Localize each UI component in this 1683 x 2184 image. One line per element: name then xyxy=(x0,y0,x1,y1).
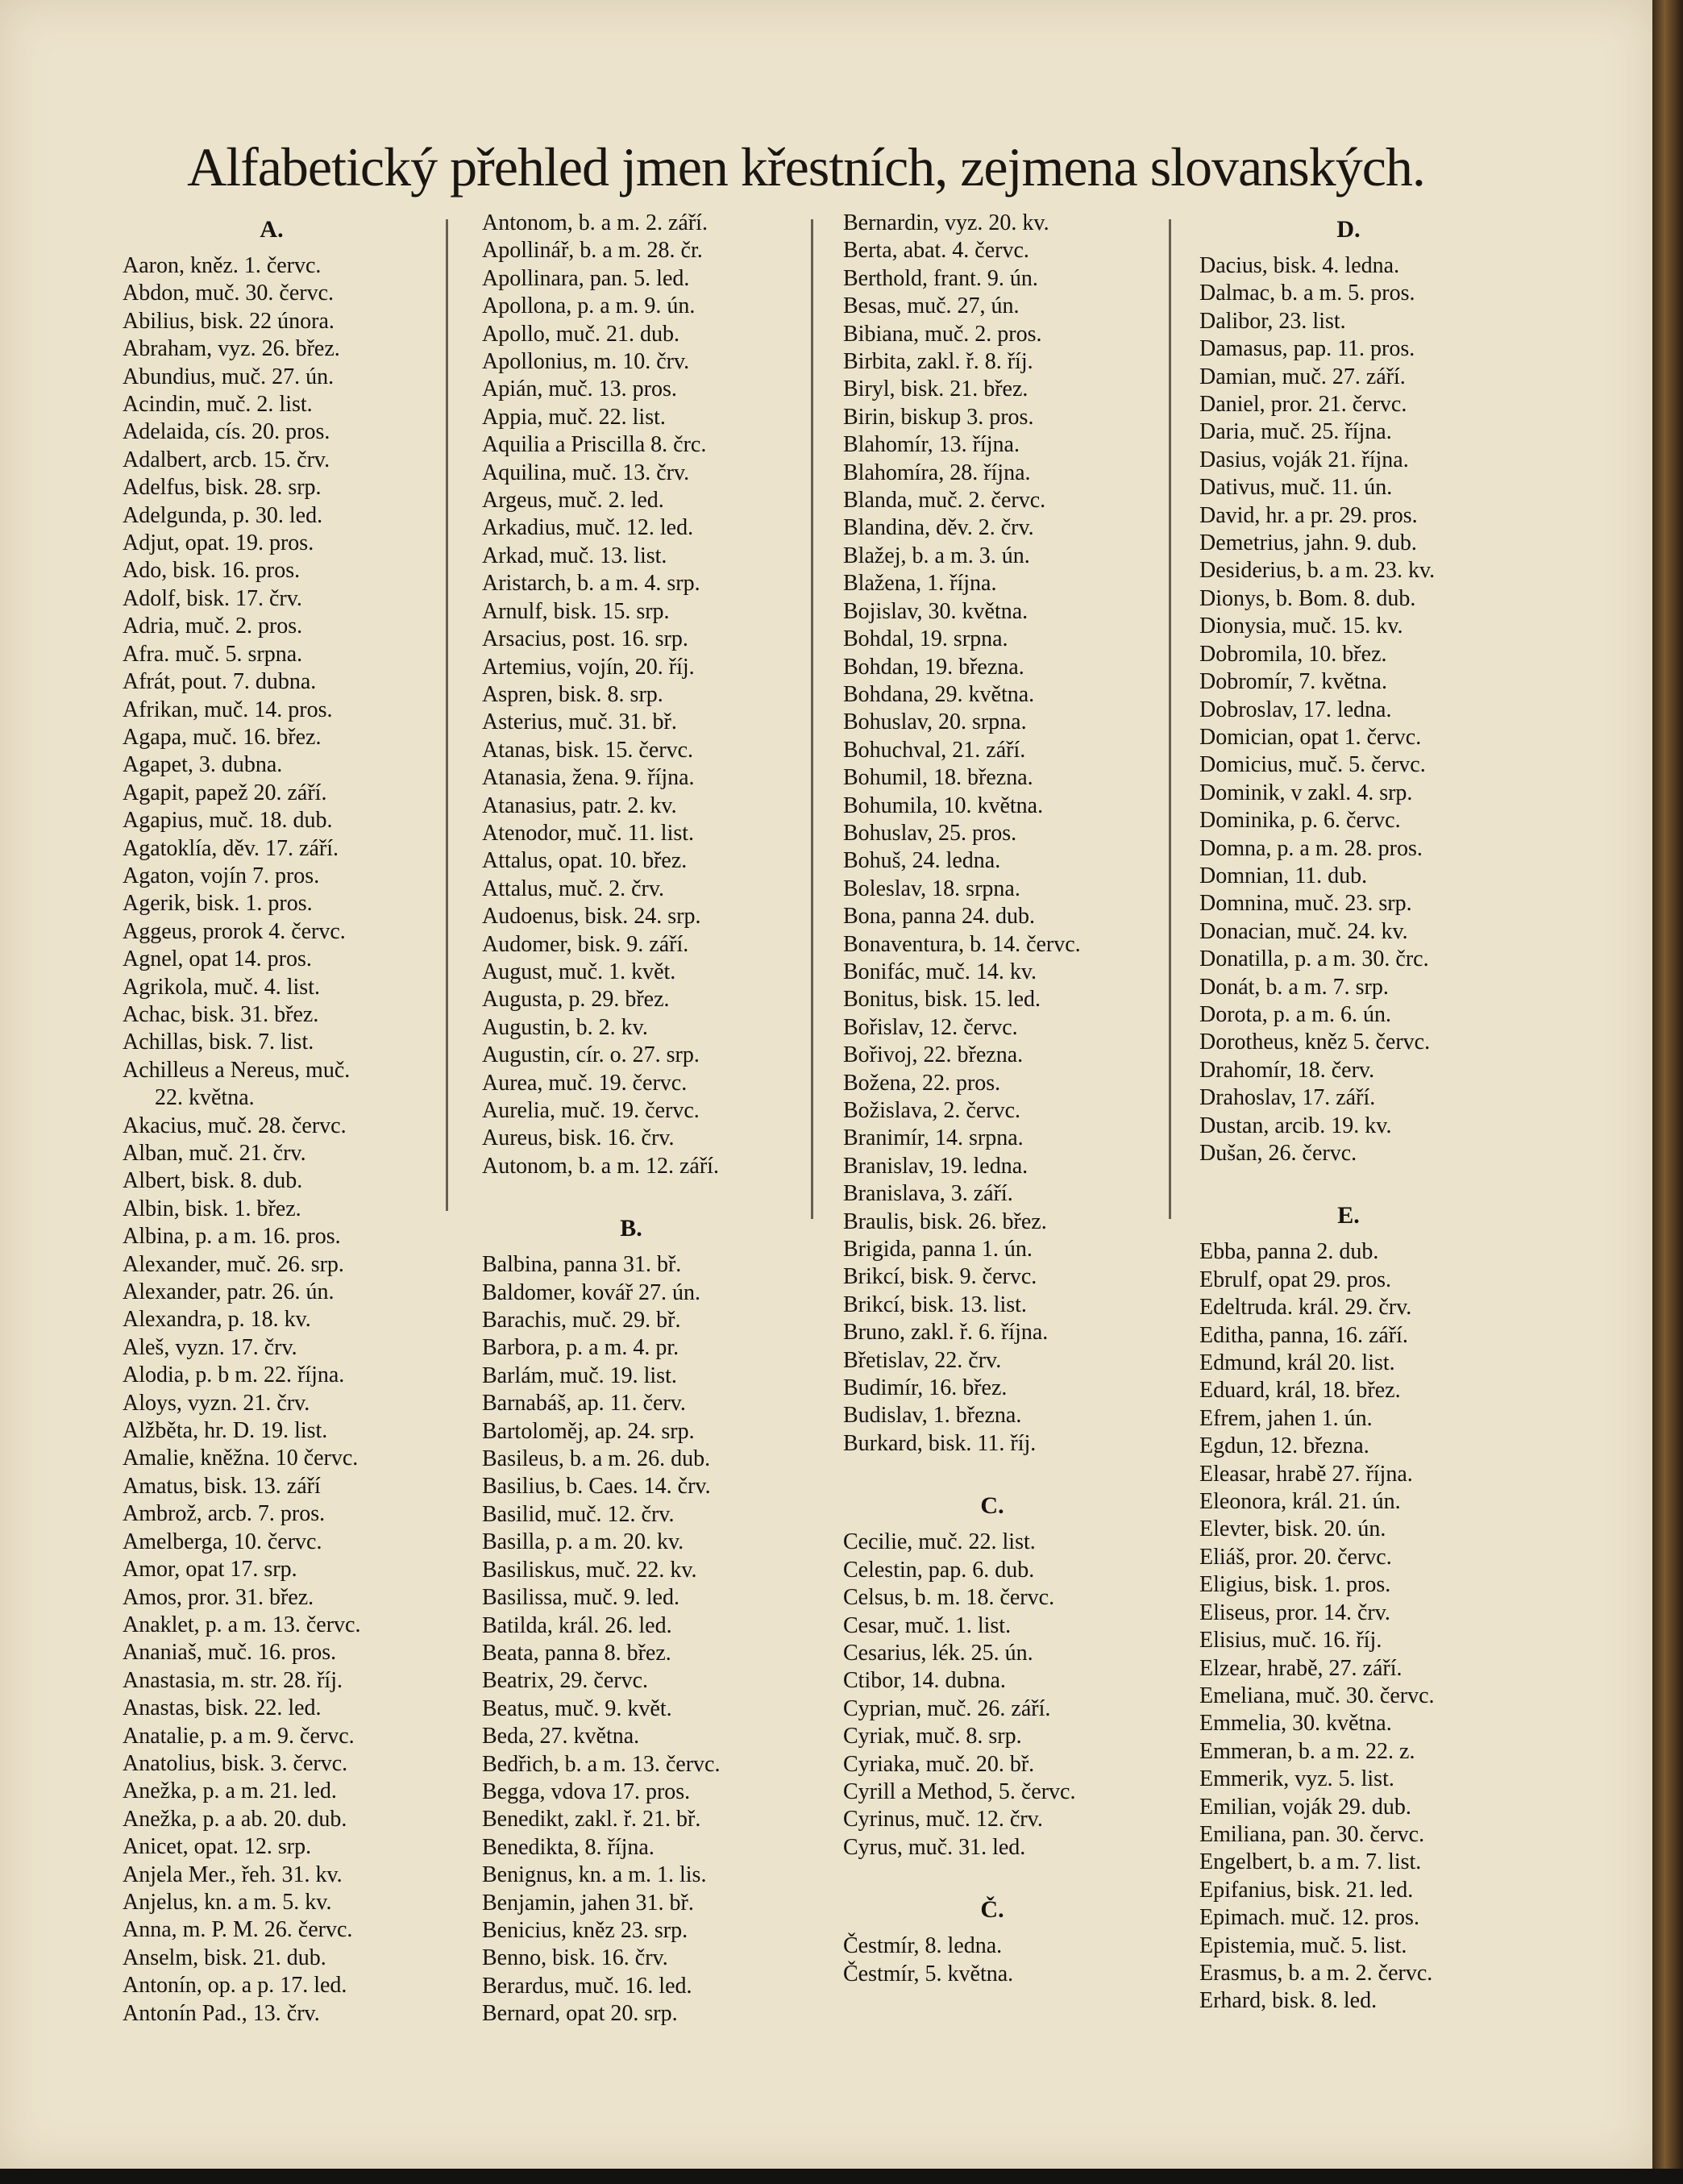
name-entry: Amor, opat 17. srp. xyxy=(123,1557,297,1583)
name-entry: Agatoklía, děv. 17. září. xyxy=(123,835,339,861)
name-entry: Efrem, jahen 1. ún. xyxy=(1199,1405,1373,1431)
name-entry: Edeltruda. král. 29. črv. xyxy=(1199,1295,1412,1321)
name-entry: Budislav, 1. března. xyxy=(843,1403,1022,1429)
name-entry: Albert, bisk. 8. dub. xyxy=(123,1168,303,1194)
name-entry: Agrikola, muč. 4. list. xyxy=(123,974,320,1000)
name-entry: Anna, m. P. M. 26. červc. xyxy=(123,1917,353,1943)
name-entry: Abdon, muč. 30. červc. xyxy=(123,281,335,306)
name-entry: Elevter, bisk. 20. ún. xyxy=(1199,1516,1386,1542)
name-entry: Bohuchval, 21. září. xyxy=(843,737,1026,763)
name-entry: Apollo, muč. 21. dub. xyxy=(482,321,679,347)
name-entry: Dasius, voják 21. října. xyxy=(1199,447,1409,472)
name-entry: Appia, muč. 22. list. xyxy=(482,404,666,430)
name-entry: Amos, pror. 31. břez. xyxy=(123,1584,314,1610)
name-entry: Aloys, vyzn. 21. črv. xyxy=(123,1390,310,1416)
name-entry: Dacius, bisk. 4. ledna. xyxy=(1199,253,1400,278)
name-entry: Attalus, opat. 10. břez. xyxy=(482,848,688,874)
name-entry: Egdun, 12. března. xyxy=(1199,1433,1369,1459)
name-entry: Basileus, b. a m. 26. dub. xyxy=(482,1446,711,1472)
name-entry: Emiliana, pan. 30. červc. xyxy=(1199,1821,1425,1847)
name-entry: Dobromír, 7. května. xyxy=(1199,669,1387,695)
name-entry: Augusta, p. 29. břez. xyxy=(482,987,670,1013)
column-4 xyxy=(1199,210,1530,2016)
column-3 xyxy=(843,210,1174,1988)
name-entry: Arnulf, bisk. 15. srp. xyxy=(482,598,670,624)
name-entry: Blandina, děv. 2. črv. xyxy=(843,515,1034,541)
name-entry: Engelbert, b. a m. 7. list. xyxy=(1199,1849,1422,1875)
book-edge xyxy=(1652,0,1683,2184)
name-entry: Bohdan, 19. března. xyxy=(843,654,1024,680)
name-entry: Ado, bisk. 16. pros. xyxy=(123,558,301,584)
name-entry: Atanasia, žena. 9. října. xyxy=(482,765,695,791)
name-entry: Aurea, muč. 19. červc. xyxy=(482,1070,688,1096)
name-entry: Basilid, muč. 12. črv. xyxy=(482,1501,675,1527)
name-entry: Anjelus, kn. a m. 5. kv. xyxy=(123,1889,332,1915)
name-entry: Editha, panna, 16. září. xyxy=(1199,1322,1408,1348)
name-entry: Beatus, muč. 9. květ. xyxy=(482,1695,672,1721)
name-entry: Donacian, muč. 24. kv. xyxy=(1199,918,1408,944)
name-entry: Augustin, cír. o. 27. srp. xyxy=(482,1042,700,1068)
name-entry: Emmelia, 30. května. xyxy=(1199,1711,1392,1737)
name-entry: Beda, 27. května. xyxy=(482,1724,640,1749)
name-entry: Bartoloměj, ap. 24. srp. xyxy=(482,1418,695,1444)
name-entry: Ananiaš, muč. 16. pros. xyxy=(123,1640,337,1666)
name-entry: Celsus, b. m. 18. červc. xyxy=(843,1585,1055,1611)
letter-heading: D. xyxy=(1336,216,1361,243)
name-entry: Audomer, bisk. 9. září. xyxy=(482,931,689,957)
name-entry: Budimír, 16. břez. xyxy=(843,1375,1008,1401)
name-entry: Acindin, muč. 2. list. xyxy=(123,392,313,418)
name-entry: Abraham, vyz. 26. břez. xyxy=(123,336,340,362)
name-entry: Adria, muč. 2. pros. xyxy=(123,614,303,639)
name-entry: Aquilia a Priscilla 8. črc. xyxy=(482,432,707,458)
name-entry: Drahomír, 18. červ. xyxy=(1199,1057,1375,1083)
name-entry: Afrikan, muč. 14. pros. xyxy=(123,697,333,722)
name-entry: Dionysia, muč. 15. kv. xyxy=(1199,614,1403,639)
name-entry: Braulis, bisk. 26. břez. xyxy=(843,1208,1047,1234)
name-entry: Biryl, bisk. 21. břez. xyxy=(843,376,1028,402)
name-entry: Domicius, muč. 5. červc. xyxy=(1199,752,1426,778)
name-entry: Bibiana, muč. 2. pros. xyxy=(843,321,1042,347)
name-entry: Asterius, muč. 31. bř. xyxy=(482,709,677,735)
name-entry: Cecilie, muč. 22. list. xyxy=(843,1529,1036,1555)
name-entry: Elisius, muč. 16. říj. xyxy=(1199,1628,1382,1654)
name-entry: Bohuslav, 25. pros. xyxy=(843,820,1017,846)
name-entry: Eligius, bisk. 1. pros. xyxy=(1199,1572,1391,1598)
name-entry: Audoenus, bisk. 24. srp. xyxy=(482,904,701,930)
name-entry: Barnabáš, ap. 11. červ. xyxy=(482,1391,686,1416)
name-entry: Arkadius, muč. 12. led. xyxy=(482,515,694,541)
name-entry: Abilius, bisk. 22 února. xyxy=(123,308,335,334)
name-entry: Eleasar, hrabě 27. října. xyxy=(1199,1461,1413,1487)
name-entry: Emmeran, b. a m. 22. z. xyxy=(1199,1738,1415,1764)
name-entry: Anatalie, p. a m. 9. červc. xyxy=(123,1723,355,1749)
name-entry: Boleslav, 18. srpna. xyxy=(843,876,1020,901)
name-entry: Branimír, 14. srpna. xyxy=(843,1125,1024,1151)
name-entry: Daniel, pror. 21. červc. xyxy=(1199,392,1407,418)
name-entry: Amelberga, 10. červc. xyxy=(123,1529,322,1554)
name-entry: Bohuslav, 20. srpna. xyxy=(843,709,1027,735)
name-entry: Bona, panna 24. dub. xyxy=(843,904,1035,930)
name-entry: Attalus, muč. 2. črv. xyxy=(482,876,665,901)
name-entry: Benno, bisk. 16. črv. xyxy=(482,1945,668,1971)
column-1 xyxy=(123,210,453,2028)
name-entry: Domna, p. a m. 28. pros. xyxy=(1199,835,1423,861)
name-entry: Alexandra, p. 18. kv. xyxy=(123,1307,311,1333)
section-gap xyxy=(1199,1167,1530,1196)
name-entry: Amalie, kněžna. 10 červc. xyxy=(123,1446,359,1471)
name-entry: Balbina, panna 31. bř. xyxy=(482,1252,682,1278)
name-entry: Branislav, 19. ledna. xyxy=(843,1153,1028,1179)
name-entry: Erasmus, b. a m. 2. červc. xyxy=(1199,1960,1433,1986)
name-entry: Blažena, 1. října. xyxy=(843,571,997,597)
name-entry: David, hr. a pr. 29. pros. xyxy=(1199,502,1418,528)
name-entry: Berta, abat. 4. červc. xyxy=(843,238,1029,264)
name-entry: Bonifác, muč. 14. kv. xyxy=(843,959,1037,984)
name-entry: Desiderius, b. a m. 23. kv. xyxy=(1199,558,1436,584)
name-entry: Basiliskus, muč. 22. kv. xyxy=(482,1557,697,1583)
name-entry: Afrát, pout. 7. dubna. xyxy=(123,669,317,695)
name-entry: Epifanius, bisk. 21. led. xyxy=(1199,1877,1414,1903)
name-entry: Aureus, bisk. 16. črv. xyxy=(482,1125,675,1151)
name-entry: Artemius, vojín, 20. říj. xyxy=(482,654,695,680)
name-entry: Adelfus, bisk. 28. srp. xyxy=(123,475,322,501)
name-entry: Ebrulf, opat 29. pros. xyxy=(1199,1267,1391,1292)
name-entry: Dalmac, b. a m. 5. pros. xyxy=(1199,281,1415,306)
name-entry: Agerik, bisk. 1. pros. xyxy=(123,891,313,917)
name-entry: Bohdana, 29. května. xyxy=(843,681,1035,707)
name-entry: Antonín, op. a p. 17. led. xyxy=(123,1973,347,1999)
letter-heading: A. xyxy=(260,216,284,243)
name-entry: Agapit, papež 20. září. xyxy=(123,780,327,805)
name-entry: Eleonora, král. 21. ún. xyxy=(1199,1489,1401,1515)
letter-heading: E. xyxy=(1337,1202,1360,1229)
name-entry: Barachis, muč. 29. bř. xyxy=(482,1308,681,1333)
name-entry: Cyriak, muč. 8. srp. xyxy=(843,1724,1022,1749)
name-entry: Apollinář, b. a m. 28. čr. xyxy=(482,238,703,264)
name-entry: Apián, muč. 13. pros. xyxy=(482,376,677,402)
name-entry: Atanas, bisk. 15. červc. xyxy=(482,737,694,763)
name-entry: Apollonius, m. 10. črv. xyxy=(482,349,690,375)
name-entry: Afra. muč. 5. srpna. xyxy=(123,641,303,667)
name-entry: Cesarius, lék. 25. ún. xyxy=(843,1640,1033,1666)
name-entry: Bedřich, b. a m. 13. červc. xyxy=(482,1751,721,1777)
name-entry: Akacius, muč. 28. červc. xyxy=(123,1113,347,1138)
name-entry: Dominik, v zakl. 4. srp. xyxy=(1199,780,1413,805)
name-entry: Agapius, muč. 18. dub. xyxy=(123,808,333,834)
name-entry: Alban, muč. 21. črv. xyxy=(123,1141,306,1166)
name-entry: Čestmír, 5. května. xyxy=(843,1961,1014,1986)
name-entry: Adelgunda, p. 30. led. xyxy=(123,502,323,528)
column-2 xyxy=(482,210,812,2028)
scan-border xyxy=(0,2169,1683,2184)
name-entry: Bohumila, 10. května. xyxy=(843,792,1044,818)
name-entry: Demetrius, jahn. 9. dub. xyxy=(1199,530,1417,556)
name-entry: Erhard, bisk. 8. led. xyxy=(1199,1988,1378,2014)
letter-heading: Č. xyxy=(980,1896,1004,1924)
name-entry: Břetislav, 22. črv. xyxy=(843,1347,1002,1373)
name-entry: Basilla, p. a m. 20. kv. xyxy=(482,1529,684,1555)
name-entry: Anastasia, m. str. 28. říj. xyxy=(123,1667,343,1693)
name-entry: Antonom, b. a m. 2. září. xyxy=(482,210,708,235)
name-entry: August, muč. 1. květ. xyxy=(482,959,676,984)
name-entry: Aaron, kněz. 1. červc. xyxy=(123,253,322,278)
name-entry: Anatolius, bisk. 3. červc. xyxy=(123,1750,348,1776)
name-entry: Domician, opat 1. červc. xyxy=(1199,724,1422,750)
name-entry: Augustin, b. 2. kv. xyxy=(482,1014,648,1040)
name-entry: Emeliana, muč. 30. červc. xyxy=(1199,1683,1435,1708)
section-gap xyxy=(482,1180,812,1208)
name-entry: Brigida, panna 1. ún. xyxy=(843,1237,1033,1263)
name-entry: Adelaida, cís. 20. pros. xyxy=(123,419,330,445)
name-entry: Beatrix, 29. červc. xyxy=(482,1668,649,1694)
name-entry: Albin, bisk. 1. břez. xyxy=(123,1196,301,1221)
name-entry: Achac, bisk. 31. břez. xyxy=(123,1001,319,1027)
name-entry: Albina, p. a m. 16. pros. xyxy=(123,1224,341,1250)
name-entry: Donatilla, p. a m. 30. črc. xyxy=(1199,946,1429,972)
name-entry: Basilissa, muč. 9. led. xyxy=(482,1585,679,1611)
name-entry: Agaton, vojín 7. pros. xyxy=(123,863,320,888)
name-entry: Aleš, vyzn. 17. črv. xyxy=(123,1334,297,1360)
name-entry: Cyrinus, muč. 12. črv. xyxy=(843,1807,1043,1832)
name-entry: Dativus, muč. 11. ún. xyxy=(1199,475,1393,501)
name-entry: Adjut, opat. 19. pros. xyxy=(123,530,314,556)
name-entry: Celestin, pap. 6. dub. xyxy=(843,1557,1035,1583)
name-entry: Bořivoj, 22. března. xyxy=(843,1042,1024,1068)
name-entry: Burkard, bisk. 11. říj. xyxy=(843,1430,1037,1456)
name-entry: Begga, vdova 17. pros. xyxy=(482,1778,691,1804)
name-entry: Brikcí, bisk. 9. červc. xyxy=(843,1264,1037,1290)
name-entry: Barlám, muč. 19. list. xyxy=(482,1362,677,1388)
name-entry: Bonitus, bisk. 15. led. xyxy=(843,987,1041,1013)
name-entry: Bohdal, 19. srpna. xyxy=(843,626,1008,652)
name-entry: Atenodor, muč. 11. list. xyxy=(482,820,695,846)
name-entry: Benignus, kn. a m. 1. lis. xyxy=(482,1862,707,1888)
section-gap xyxy=(843,1458,1174,1486)
name-entry: Benjamin, jahen 31. bř. xyxy=(482,1890,694,1916)
name-entry: Apollona, p. a m. 9. ún. xyxy=(482,293,696,319)
name-entry: Birin, biskup 3. pros. xyxy=(843,404,1034,430)
name-entry: Dobromila, 10. břez. xyxy=(1199,641,1387,667)
name-entry: Agnel, opat 14. pros. xyxy=(123,946,312,972)
name-entry: Batilda, král. 26. led. xyxy=(482,1612,672,1638)
name-entry: Abundius, muč. 27. ún. xyxy=(123,364,335,389)
name-entry: Bernard, opat 20. srp. xyxy=(482,2001,678,2027)
name-entry: Dorota, p. a m. 6. ún. xyxy=(1199,1001,1391,1027)
name-entry: Dušan, 26. červc. xyxy=(1199,1141,1357,1166)
name-entry: Dobroslav, 17. ledna. xyxy=(1199,697,1392,722)
name-entry: Blažej, b. a m. 3. ún. xyxy=(843,543,1030,568)
name-entry: Blahomír, 13. října. xyxy=(843,432,1020,458)
name-entry: Dalibor, 23. list. xyxy=(1199,308,1346,334)
name-entry: Antonín Pad., 13. črv. xyxy=(123,2000,320,2026)
name-entry: Epistemia, muč. 5. list. xyxy=(1199,1932,1407,1958)
name-entry: Anaklet, p. a m. 13. červc. xyxy=(123,1612,361,1637)
name-entry: Aristarch, b. a m. 4. srp. xyxy=(482,571,700,597)
name-entry: Baldomer, kovář 27. ún. xyxy=(482,1279,701,1305)
name-entry: Aggeus, prorok 4. červc. xyxy=(123,918,346,944)
name-entry: Agapa, muč. 16. břez. xyxy=(123,724,322,750)
name-entry: Božislava, 2. červc. xyxy=(843,1098,1021,1123)
name-entry: Arkad, muč. 13. list. xyxy=(482,543,667,568)
name-entry: Cesar, muč. 1. list. xyxy=(843,1612,1012,1638)
name-entry: Benedikta, 8. října. xyxy=(482,1834,654,1860)
section-gap xyxy=(843,1862,1174,1890)
name-entry: Birbita, zakl. ř. 8. říj. xyxy=(843,349,1033,375)
name-entry: Bojislav, 30. května. xyxy=(843,598,1028,624)
name-entry: Drahoslav, 17. září. xyxy=(1199,1085,1376,1111)
name-entry: Besas, muč. 27, ún. xyxy=(843,293,1020,319)
letter-heading: C. xyxy=(980,1492,1004,1520)
name-entry: 22. května. xyxy=(155,1085,255,1111)
name-entry: Bernardin, vyz. 20. kv. xyxy=(843,210,1049,235)
name-entry: Edmund, král 20. list. xyxy=(1199,1350,1395,1376)
name-entry: Achillas, bisk. 7. list. xyxy=(123,1030,314,1055)
name-entry: Achilleus a Nereus, muč. xyxy=(123,1057,351,1083)
name-entry: Aspren, bisk. 8. srp. xyxy=(482,681,663,707)
name-entry: Ambrož, arcb. 7. pros. xyxy=(123,1501,326,1527)
name-entry: Branislava, 3. září. xyxy=(843,1181,1013,1207)
name-entry: Eduard, král, 18. břez. xyxy=(1199,1378,1401,1404)
name-entry: Alexander, patr. 26. ún. xyxy=(123,1279,335,1305)
name-entry: Argeus, muč. 2. led. xyxy=(482,488,664,514)
name-entry: Bohuš, 24. ledna. xyxy=(843,848,1001,874)
name-entry: Dominika, p. 6. červc. xyxy=(1199,808,1401,834)
name-entry: Cyriaka, muč. 20. bř. xyxy=(843,1751,1035,1777)
name-entry: Domnina, muč. 23. srp. xyxy=(1199,891,1412,917)
name-entry: Apollinara, pan. 5. led. xyxy=(482,265,690,291)
name-entry: Blanda, muč. 2. červc. xyxy=(843,488,1046,514)
name-entry: Bořislav, 12. červc. xyxy=(843,1014,1018,1040)
name-entry: Blahomíra, 28. října. xyxy=(843,460,1031,485)
name-entry: Arsacius, post. 16. srp. xyxy=(482,626,688,652)
name-entry: Agapet, 3. dubna. xyxy=(123,752,283,778)
name-entry: Benedikt, zakl. ř. 21. bř. xyxy=(482,1807,701,1832)
name-entry: Amatus, bisk. 13. září xyxy=(123,1473,321,1499)
name-entry: Eliáš, pror. 20. červc. xyxy=(1199,1544,1392,1570)
name-entry: Bruno, zakl. ř. 6. října. xyxy=(843,1320,1049,1346)
page-title: Alfabetický přehled jmen křestních, zejmena slovanských. xyxy=(187,136,1425,198)
name-entry: Bonaventura, b. 14. červc. xyxy=(843,931,1081,957)
name-entry: Anastas, bisk. 22. led. xyxy=(123,1695,322,1721)
name-entry: Čestmír, 8. ledna. xyxy=(843,1933,1003,1959)
name-entry: Dionys, b. Bom. 8. dub. xyxy=(1199,585,1416,611)
name-entry: Emilian, voják 29. dub. xyxy=(1199,1794,1411,1820)
name-entry: Cyrill a Method, 5. červc. xyxy=(843,1778,1076,1804)
name-entry: Alžběta, hr. D. 19. list. xyxy=(123,1418,328,1444)
name-entry: Alodia, p. b m. 22. října. xyxy=(123,1362,345,1388)
name-entry: Dustan, arcib. 19. kv. xyxy=(1199,1113,1392,1138)
letter-heading: B. xyxy=(620,1215,642,1242)
name-entry: Atanasius, patr. 2. kv. xyxy=(482,792,677,818)
name-entry: Božena, 22. pros. xyxy=(843,1070,1001,1096)
name-entry: Autonom, b. a m. 12. září. xyxy=(482,1153,719,1179)
name-entry: Adalbert, arcb. 15. črv. xyxy=(123,447,330,472)
name-entry: Aurelia, muč. 19. červc. xyxy=(482,1098,700,1123)
name-entry: Anicet, opat. 12. srp. xyxy=(123,1834,312,1860)
name-entry: Elzear, hrabě, 27. září. xyxy=(1199,1655,1402,1681)
name-entry: Basilius, b. Caes. 14. črv. xyxy=(482,1474,711,1500)
name-entry: Anselm, bisk. 21. dub. xyxy=(123,1945,326,1970)
name-entry: Emmerik, vyz. 5. list. xyxy=(1199,1766,1394,1792)
name-entry: Damasus, pap. 11. pros. xyxy=(1199,336,1415,362)
name-entry: Daria, muč. 25. října. xyxy=(1199,419,1392,445)
name-entry: Alexander, muč. 26. srp. xyxy=(123,1251,344,1277)
name-entry: Domnian, 11. dub. xyxy=(1199,863,1368,888)
name-entry: Brikcí, bisk. 13. list. xyxy=(843,1292,1027,1317)
name-entry: Beata, panna 8. břez. xyxy=(482,1640,671,1666)
name-entry: Cyrus, muč. 31. led. xyxy=(843,1834,1026,1860)
name-entry: Anjela Mer., řeh. 31. kv. xyxy=(123,1862,343,1887)
name-entry: Berardus, muč. 16. led. xyxy=(482,1973,692,1999)
name-entry: Aquilina, muč. 13. črv. xyxy=(482,460,690,485)
name-entry: Berthold, frant. 9. ún. xyxy=(843,265,1038,291)
name-entry: Eliseus, pror. 14. črv. xyxy=(1199,1600,1390,1625)
name-entry: Bohumil, 18. března. xyxy=(843,765,1033,791)
name-entry: Adolf, bisk. 17. črv. xyxy=(123,585,302,611)
name-entry: Barbora, p. a m. 4. pr. xyxy=(482,1335,679,1361)
name-entry: Donát, b. a m. 7. srp. xyxy=(1199,974,1389,1000)
name-entry: Anežka, p. a ab. 20. dub. xyxy=(123,1806,347,1832)
name-entry: Damian, muč. 27. září. xyxy=(1199,364,1406,389)
name-entry: Cyprian, muč. 26. září. xyxy=(843,1695,1051,1721)
name-entry: Ctibor, 14. dubna. xyxy=(843,1668,1006,1694)
name-entry: Ebba, panna 2. dub. xyxy=(1199,1239,1379,1265)
name-entry: Epimach. muč. 12. pros. xyxy=(1199,1905,1419,1931)
name-entry: Anežka, p. a m. 21. led. xyxy=(123,1778,337,1804)
name-entry: Dorotheus, kněz 5. červc. xyxy=(1199,1030,1431,1055)
name-entry: Benicius, kněz 23. srp. xyxy=(482,1917,688,1943)
